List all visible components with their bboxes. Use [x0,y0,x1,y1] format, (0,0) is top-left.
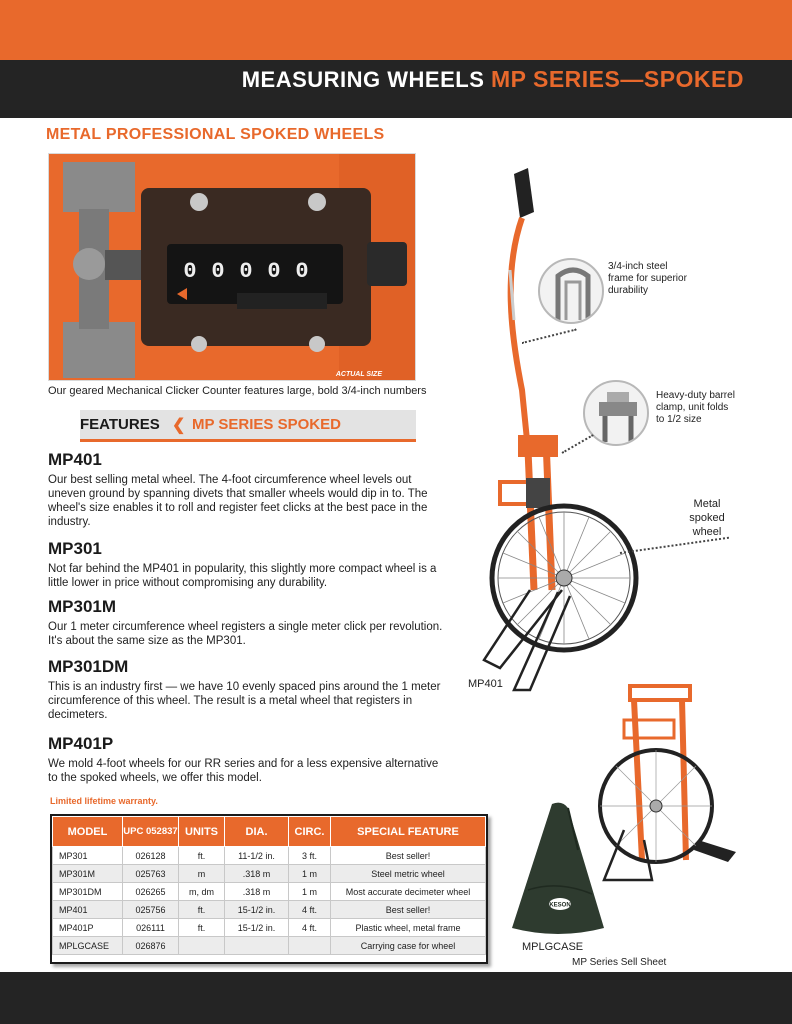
actual-size-badge: ACTUAL SIZE [335,371,382,378]
model-name: MP301DM [48,657,129,676]
column-header: DIA. [225,817,289,847]
table-cell: 1 m [289,883,331,901]
model-name: MP301 [48,539,102,558]
top-orange-band [0,0,792,60]
model-name: MP401 [48,450,102,469]
model-description: This is an industry first — we have 10 evenly spaced pins around the 1 meter circumference of this wheel. The result is a metal wheel that registers in decimeters. [48,681,441,721]
table-row [53,901,486,919]
model-name: MP401P [48,734,114,753]
table-cell: Carrying case for wheel [331,937,486,955]
table-cell: MP401 [53,901,123,919]
counter-caption: Our geared Mechanical Clicker Counter features large, bold 3/4-inch numbers [48,385,427,397]
table-cell: 026111 [123,919,179,937]
counter-digit: 0 [211,259,225,284]
table-cell: 11-1/2 in. [225,847,289,865]
table-cell: 15-1/2 in. [225,919,289,937]
model-description: Our 1 meter circumference wheel registers a single meter click per revolution. It's about the same size as the MP301. [48,621,443,647]
table-cell: Steel metric wheel [331,865,486,883]
model-block-mp401p [48,734,448,785]
model-block-mp301dm [48,657,448,722]
table-cell: Plastic wheel, metal frame [331,919,486,937]
column-header: UPC 052837 [123,817,179,847]
table-cell: 026128 [123,847,179,865]
model-name: MP301M [48,597,117,616]
table-cell: Best seller! [331,901,486,919]
spec-table [50,814,488,964]
table-cell: MPLGCASE [53,937,123,955]
carrying-case-illustration [508,800,608,940]
clamp-callout-text: Heavy-duty barrel clamp, unit folds to 1/2 size [656,390,735,425]
section-heading: METAL PROFESSIONAL SPOKED WHEELS [46,126,385,143]
frame-callout-text: 3/4-inch steel frame for superior durability [608,261,687,296]
counter-digit: 0 [183,259,197,284]
chevron-left-icon: ❮ [172,417,186,434]
features-bar [80,410,416,442]
counter-digit: 0 [267,259,281,284]
table-cell: MP301DM [53,883,123,901]
table-cell: m, dm [179,883,225,901]
case-label: MPLGCASE [522,941,584,953]
table-cell: ft. [179,901,225,919]
page-title [242,66,744,93]
table-cell: 026265 [123,883,179,901]
warranty-note: Limited lifetime warranty. [50,796,158,806]
table-cell: Best seller! [331,847,486,865]
page-title-orange: MP SERIES—SPOKED [491,66,744,92]
features-series-label: MP SERIES SPOKED [192,416,341,433]
table-cell: 4 ft. [289,919,331,937]
model-block-mp301m [48,597,448,648]
table-row [53,865,486,883]
model-description: Not far behind the MP401 in popularity, this slightly more compact wheel is a little lower in price without compromising any durability. [48,563,437,589]
table-row [53,883,486,901]
table-row [53,847,486,865]
table-cell: 15-1/2 in. [225,901,289,919]
counter-photo [48,153,416,381]
table-row [53,919,486,937]
table-cell: MP301 [53,847,123,865]
folded-wheel-illustration [594,680,744,890]
table-cell: 4 ft. [289,901,331,919]
table-cell: 3 ft. [289,847,331,865]
column-header: SPECIAL FEATURE [331,817,486,847]
column-header: UNITS [179,817,225,847]
case-brand-logo: KESON [549,902,571,909]
features-label: FEATURES [80,416,160,433]
model-block-mp401 [48,450,448,529]
table-cell: MP401P [53,919,123,937]
table-cell [179,937,225,955]
spokes-callout-text: Metal spoked wheel [689,498,725,538]
table-cell: Most accurate decimeter wheel [331,883,486,901]
model-description: Our best selling metal wheel. The 4-foot circumference wheel levels out uneven ground by spanning divets that smaller wheels would dip in to. The wheel's size enables it to roll and register feet clicks at the best pace in the industry. [48,474,428,528]
table-cell: ft. [179,919,225,937]
column-header: CIRC. [289,817,331,847]
model-block-mp301 [48,539,448,590]
table-row [53,937,486,955]
steel-frame-detail-circle [538,258,604,324]
table-cell: m [179,865,225,883]
model-description: We mold 4-foot wheels for our RR series and for a less expensive alternative to the spoked wheels, we offer this model. [48,758,439,784]
footer-note: MP Series Sell Sheet [572,957,667,968]
table-cell: .318 m [225,865,289,883]
table-cell: 025756 [123,901,179,919]
table-header-row [53,817,486,847]
table-cell [289,937,331,955]
page-title-white: MEASURING WHEELS [241,67,485,92]
table-cell: .318 m [225,883,289,901]
table-cell: 025763 [123,865,179,883]
table-cell: 1 m [289,865,331,883]
column-header: MODEL [53,817,123,847]
spec-table-grid [52,816,486,955]
table-cell: MP301M [53,865,123,883]
counter-digit: 0 [239,259,253,284]
table-cell: ft. [179,847,225,865]
title-band [0,60,792,118]
table-cell [225,937,289,955]
counter-digit: 0 [295,259,309,284]
counter-digits [179,258,313,286]
table-cell: 026876 [123,937,179,955]
main-wheel-label: MP401 [468,678,503,690]
bottom-band [0,972,792,1024]
